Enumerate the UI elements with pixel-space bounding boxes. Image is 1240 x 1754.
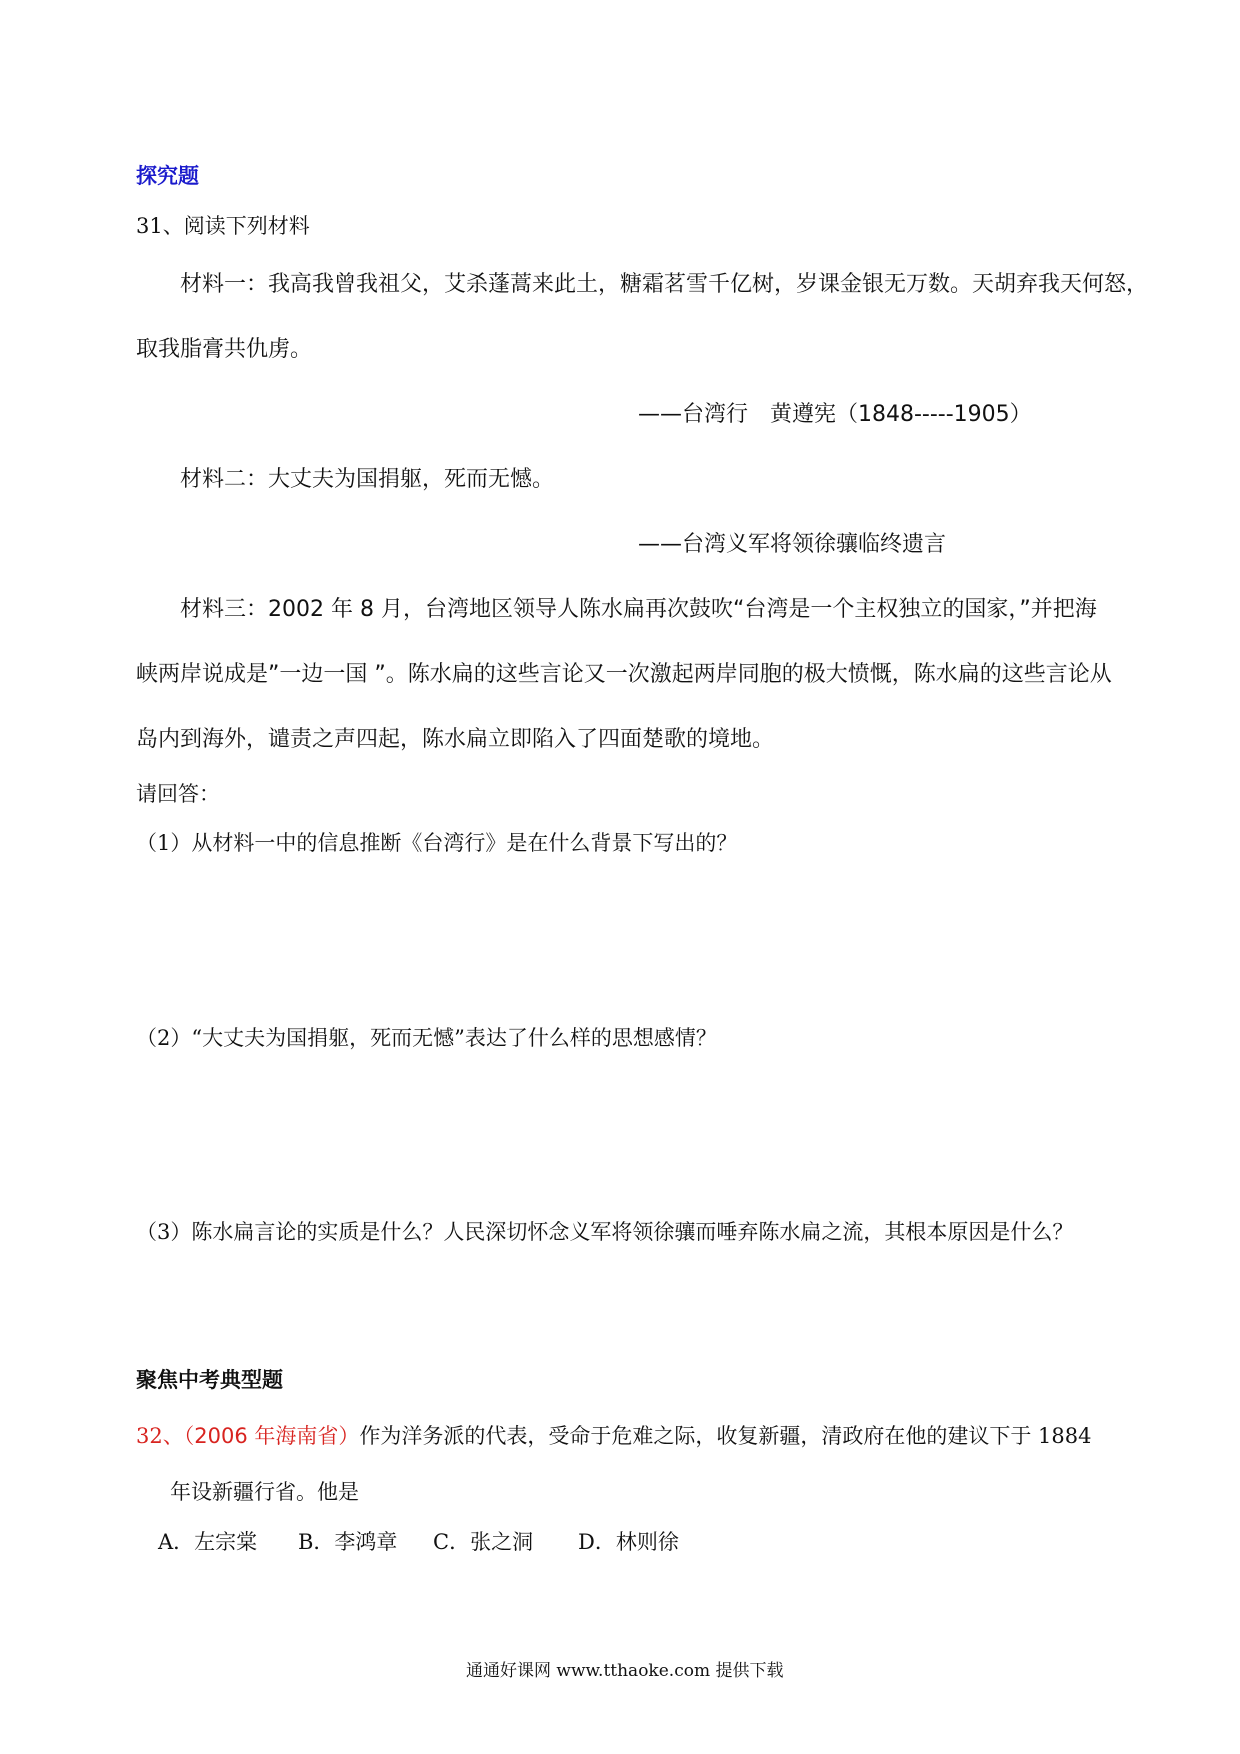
answer-prompt: 请回答： xyxy=(136,782,220,806)
question-31-label: 31、阅读下列材料 xyxy=(136,214,310,238)
sub-question-3: （3）陈水扁言论的实质是什么？人民深切怀念义军将领徐骧而唾弃陈水扁之流，其根本原因是什么？ xyxy=(136,1220,1074,1244)
section-title-typical: 聚焦中考典型题 xyxy=(136,1367,283,1392)
material1-line1: 材料一：我高我曾我祖父，艾杀蓬蒿来此土，糖霜茗雪千亿树，岁课金银无万数。天胡弃我天何怒， xyxy=(180,272,1149,297)
option-c: C．张之洞 xyxy=(433,1530,534,1554)
question-32-stem-line1: 作为洋务派的代表，受命于危难之际，收复新疆，清政府在他的建议下于 1884 xyxy=(359,1424,1092,1448)
material2-source: ——台湾义军将领徐骧临终遗言 xyxy=(638,532,947,557)
material1-source: ——台湾行 黄遵宪（1848-----1905） xyxy=(638,402,1032,427)
question-32-number: 32、 xyxy=(136,1424,184,1448)
material3-line2: 峡两岸说成是”一边一国 ”。陈水扁的这些言论又一次激起两岸同胞的极大愤慨，陈水扁的这些言论从 xyxy=(136,662,1112,687)
question-32-line1 xyxy=(136,1420,1091,1450)
option-b: B．李鸿章 xyxy=(298,1530,398,1554)
section-title-inquiry: 探究题 xyxy=(136,164,199,188)
sub-question-1: （1）从材料一中的信息推断《台湾行》是在什么背景下写出的？ xyxy=(136,831,738,855)
material1-line2: 取我脂膏共仇虏。 xyxy=(136,337,313,362)
option-a: A．左宗棠 xyxy=(158,1530,258,1554)
sub-question-2: （2）“大丈夫为国捐躯，死而无憾”表达了什么样的思想感情？ xyxy=(136,1026,717,1050)
material2-text: 材料二：大丈夫为国捐躯，死而无憾。 xyxy=(180,467,555,492)
question-32-source: （2006 年海南省） xyxy=(183,1424,360,1448)
question-32-stem-line2: 年设新疆行省。他是 xyxy=(170,1480,359,1504)
footer-text: 通通好课网 www.tthaoke.com 提供下载 xyxy=(466,1661,784,1681)
option-d: D．林则徐 xyxy=(578,1530,679,1554)
material3-line1: 材料三：2002 年 8 月，台湾地区领导人陈水扁再次鼓吹“台湾是一个主权独立的国家，”并把海 xyxy=(180,597,1097,622)
material3-line3: 岛内到海外，谴责之声四起，陈水扁立即陷入了四面楚歌的境地。 xyxy=(136,727,775,752)
